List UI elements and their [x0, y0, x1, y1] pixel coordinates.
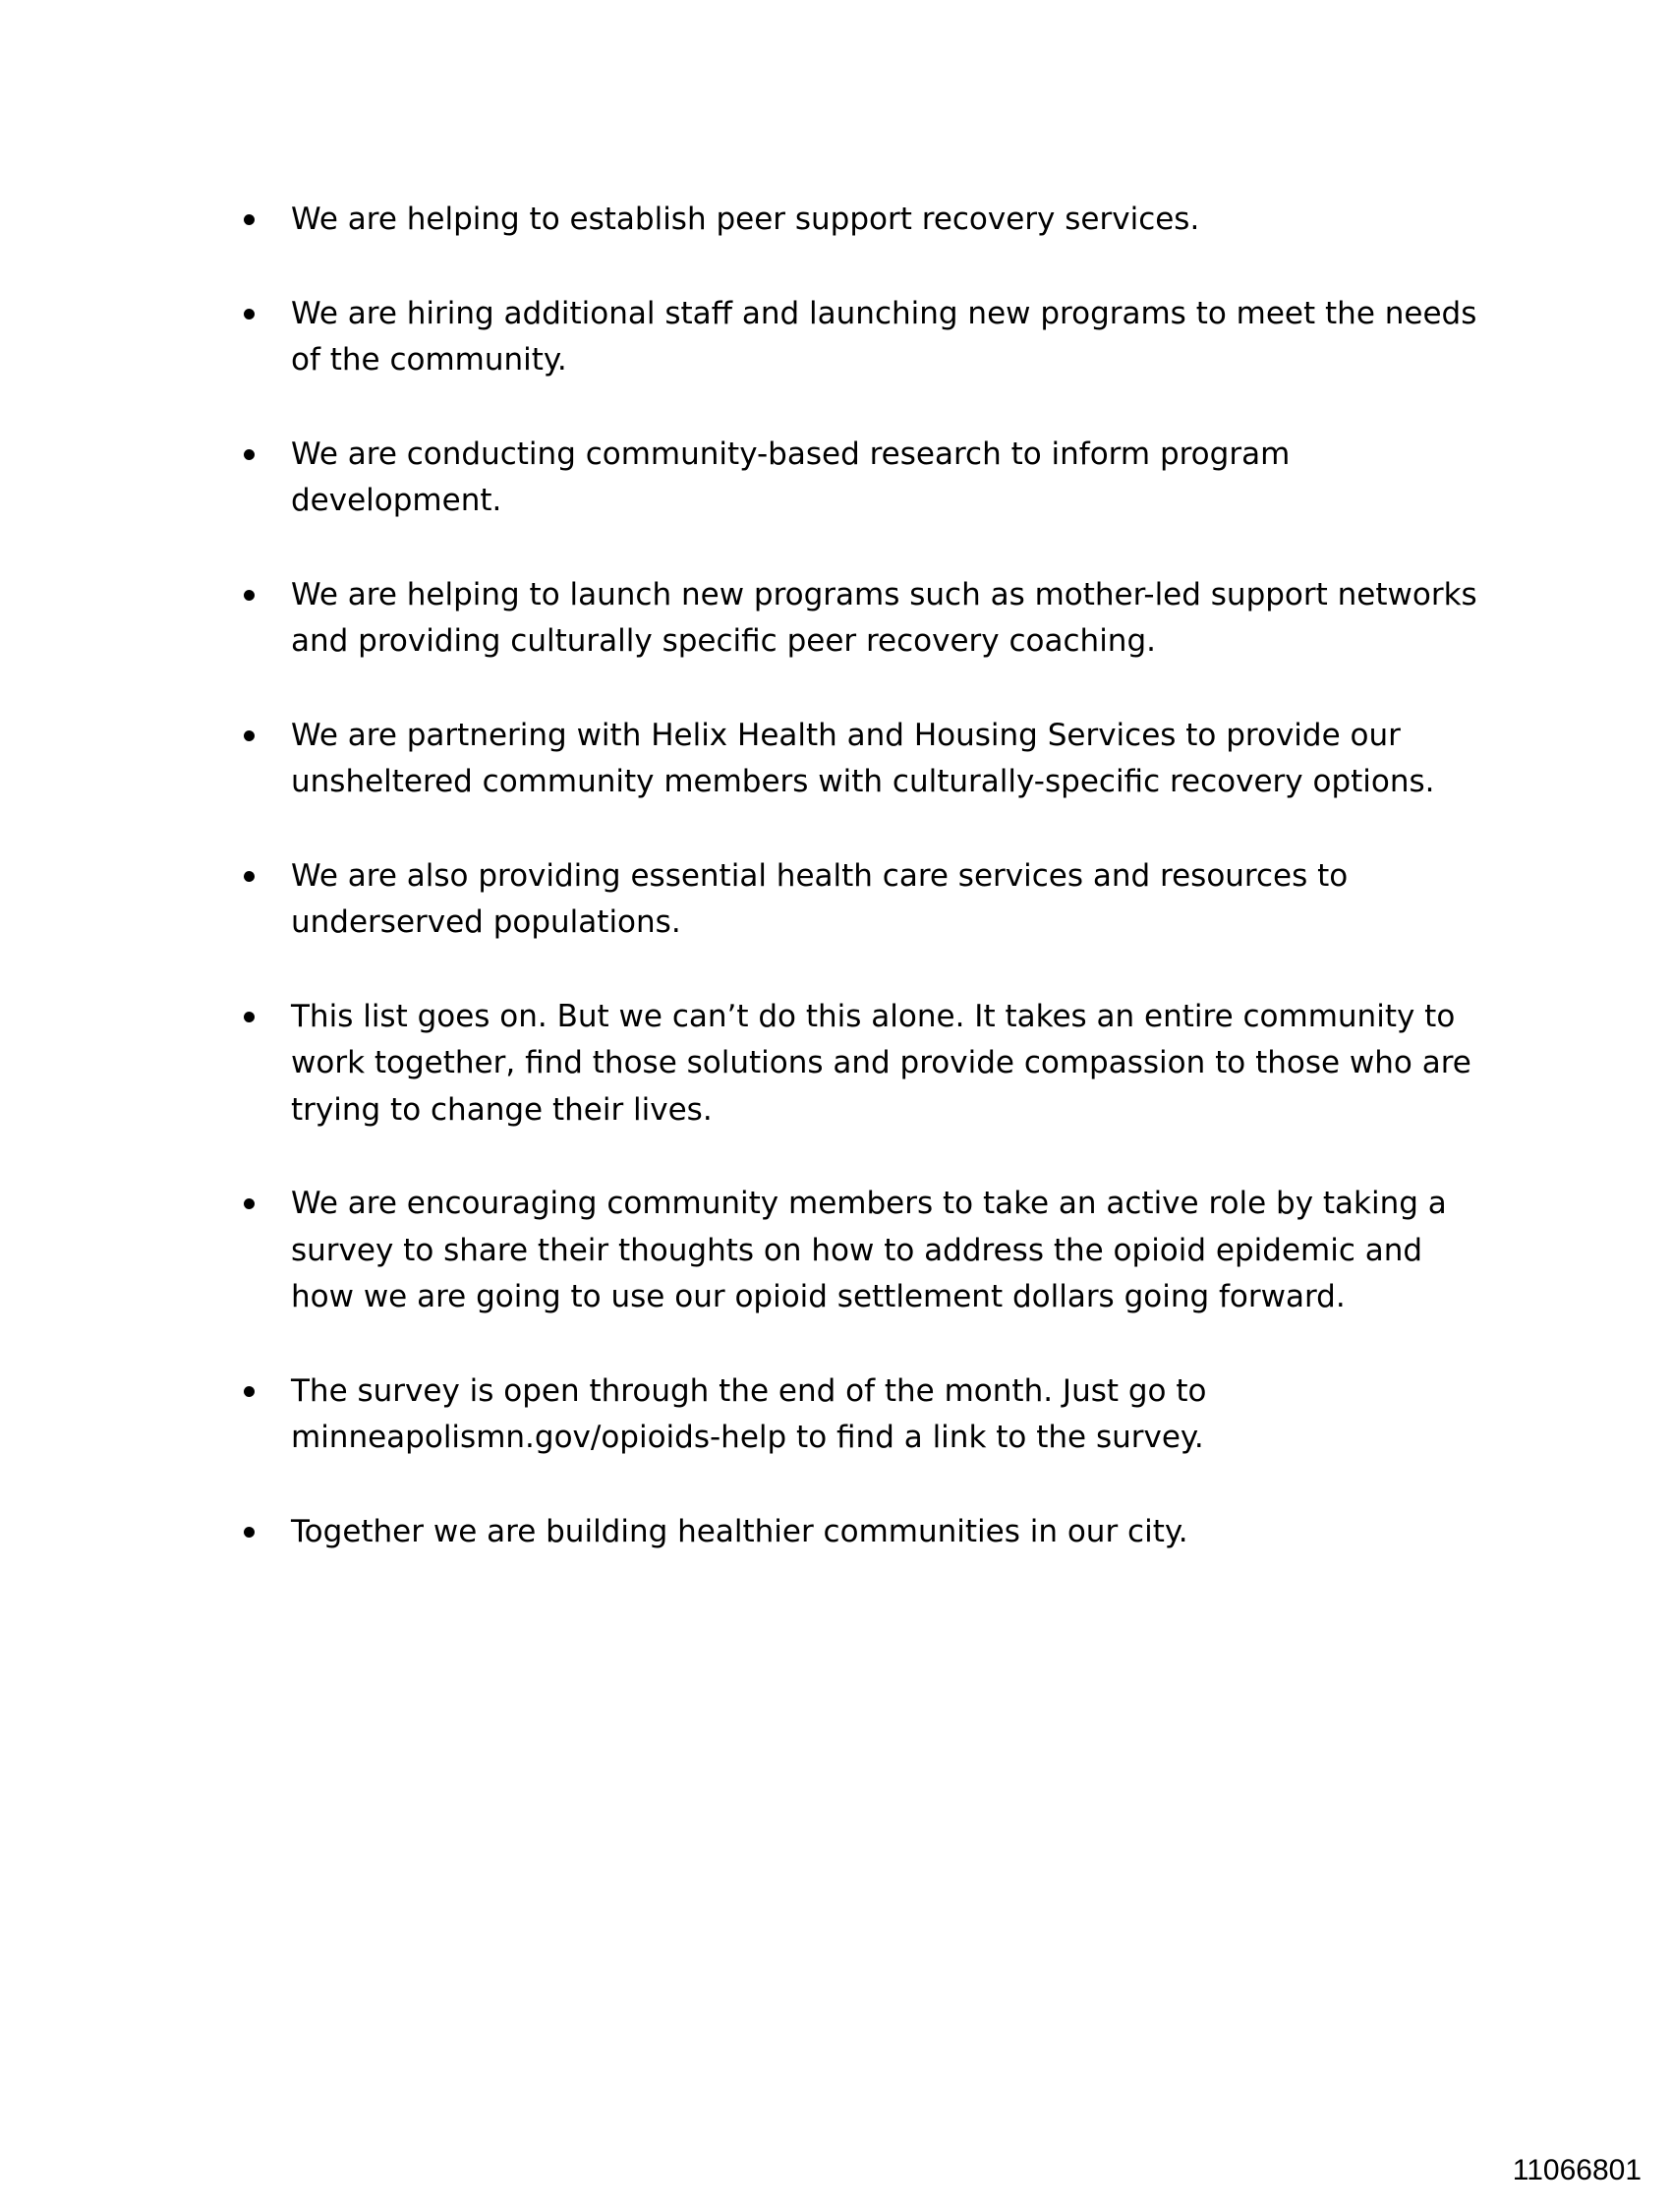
- bullet-icon: [244, 449, 255, 460]
- list-item: [240, 572, 1488, 666]
- list-item: [240, 1509, 1488, 1556]
- bullet-icon: [244, 309, 255, 320]
- list-item: [240, 713, 1488, 806]
- bullet-icon: [244, 1527, 255, 1538]
- list-item: [240, 1368, 1488, 1462]
- list-item: [240, 291, 1488, 384]
- list-item: [240, 1181, 1488, 1321]
- list-item: [240, 197, 1488, 244]
- bullet-list: [240, 197, 1488, 1602]
- list-item: [240, 432, 1488, 525]
- bullet-icon: [244, 214, 255, 225]
- bullet-icon: [244, 871, 255, 882]
- list-item-text: Together we are building healthier communities in our city.: [291, 1513, 1188, 1549]
- bullet-icon: [244, 1012, 255, 1022]
- list-item-text: We are hiring additional staff and launching new programs to meet the needs of the community.: [291, 295, 1477, 378]
- list-item-text: We are encouraging community members to take an active role by taking a survey to share their thoughts on how to address the opioid epidemic and how we are going to use our opioid settlement dollars going forward.: [291, 1186, 1447, 1314]
- list-item: [240, 994, 1488, 1135]
- list-item-text: We are partnering with Helix Health and Housing Services to provide our unsheltered community members with culturally-specific recovery options.: [291, 717, 1435, 799]
- list-item-text: We are helping to launch new programs such as mother-led support networks and providing culturally specific peer recovery coaching.: [291, 576, 1477, 659]
- bullet-icon: [244, 590, 255, 601]
- list-item-text: This list goes on. But we can’t do this alone. It takes an entire community to work together, find those solutions and provide compassion to those who are trying to change their lives.: [291, 998, 1471, 1128]
- list-item-text: We are conducting community-based research to inform program development.: [291, 436, 1291, 518]
- list-item: [240, 853, 1488, 947]
- document-number: 11066801: [1512, 2154, 1642, 2186]
- bullet-icon: [244, 1198, 255, 1209]
- bullet-icon: [244, 1386, 255, 1397]
- list-item-text: We are helping to establish peer support recovery services.: [291, 202, 1200, 237]
- bullet-icon: [244, 730, 255, 741]
- list-item-text: We are also providing essential health care services and resources to underserved populations.: [291, 857, 1349, 940]
- list-item-text: The survey is open through the end of the month. Just go to minneapolismn.gov/opioids-help to find a link to the survey.: [291, 1372, 1207, 1455]
